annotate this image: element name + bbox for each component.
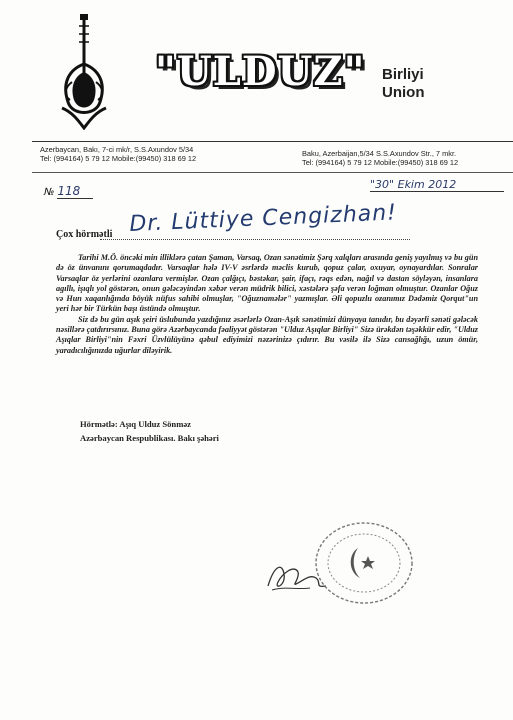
round-seal-stamp <box>308 518 418 608</box>
phone-line: Tel: (994164) 5 79 12 Mobile:(99450) 318 69 12 <box>40 154 197 163</box>
address-line: Baku, Azerbaijan,5/34 S.S.Axundov Str., 7 mkr. <box>302 149 457 158</box>
reference-number <box>44 184 93 199</box>
organization-title: "ULDUZ" <box>155 48 366 95</box>
body-paragraph: Siz də bu gün aşık şeiri üslubunda yazdığınız əsərlərlə Ozan-Aşık sənətimizi dünyaya tanıdır, bu dəyərli sənəti gələcək nəsillərə çatdırırsınız. Buna görə Azərbaycanda fəaliyyət göstərən "Ulduz Aşıqlar Birliyi" Sizə ürəkdən təşəkkür edir, "Ulduz Aşıqlar Birliyi"nin Fəxri Üzvlülüyünə qəbul ediyimizi nəzərinizə çıdırır. Bu vəsilə ilə Sizə cansağlığı, uzun ömür, yaradıcılığınızda uğurlar diləyirik. <box>56 314 478 355</box>
header-divider <box>32 141 513 142</box>
handwritten-date: "30" Ekim 2012 <box>370 178 504 192</box>
handwritten-recipient-name: Dr. Lüttiye Cengizhan! <box>128 200 398 237</box>
phone-line: Tel: (994164) 5 79 12 Mobile:(99450) 318 69 12 <box>302 158 459 167</box>
saz-instrument-logo <box>58 12 110 130</box>
address-english <box>302 149 458 167</box>
letter-body <box>56 253 478 356</box>
address-line: Azerbaycan, Bakı, 7-ci mk/r, S.S.Axundov 5/34 <box>40 145 194 154</box>
number-sign: № <box>44 187 55 198</box>
handwritten-number: 118 <box>57 184 93 199</box>
title-subtitle-az: Birliyi <box>382 66 424 83</box>
signature-location: Azərbaycan Respublikası. Bakı şəhəri <box>80 433 219 443</box>
recipient-dotted-line <box>100 239 410 240</box>
address-divider <box>32 172 513 173</box>
body-paragraph: Tarihi M.Ö. öncəki min illiklərə çatan Şaman, Varsaq, Ozan sənətimiz Şərq xalqları arasında geniş yayılmış və bu gün də öz ünvanını qorumaqdadır. Varsaqlar hələ IV-V əsrlərdə məclis kurub, qopuz çalar, oxuyar, oynayardılar. Sonralar Varsaqlar öz yerlərini ozanlara vermişlər. Ozan çalğıçı, bəstəkar, şair, ifaçı, rəqs edən, nağıl və dastan söyləyən, insanlara agıllı, işıqlı yol göstərən, onun gələcəyindən xəbər verən müdrik bilici, xəstələrə şəfa verən loğman olmuştur. Ozanlar Oğuz və Hun xaqanlığında böyük nüfus sahibi olmuşlar, "Oğuznamələr" yazmışlar. Əli qopuzlu ozanımız Dədəmiz Qorqut"un yeri hər bir Türkün başı üstündə olmuştur. <box>56 253 478 314</box>
salutation: Çox hörmətli <box>56 229 113 240</box>
title-subtitle-en: Union <box>382 84 425 101</box>
address-azerbaijani <box>40 145 196 163</box>
signature-sender: Hörmətlə: Aşıq Ulduz Sönməz <box>80 419 191 429</box>
